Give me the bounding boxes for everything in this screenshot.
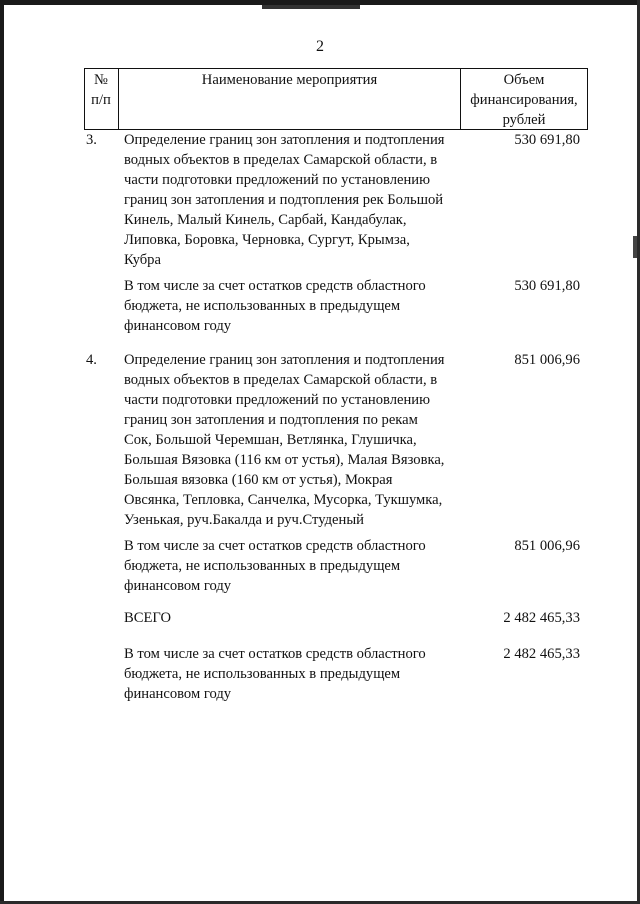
- header-name: Наименование мероприятия: [201, 72, 378, 88]
- scan-border-left: [0, 0, 4, 904]
- row-description: Определение границ зон затопления и подтопления водных объектов в пределах Самарской области, в части подготовки предложений по установлению границ зон затопления и подтопления рек Большой Кинель, Малый Кинель, Сарбай, Кандабулак, Липовка, Боровка, Черновка, Сургут, Крымза, Кубра: [124, 132, 445, 268]
- header-right-border: [587, 68, 588, 130]
- row-amount: 530 691,80: [514, 278, 580, 294]
- row-description: В том числе за счет остатков средств областного бюджета, не использованных в предыдущем финансовом году: [124, 646, 426, 702]
- header-top-border: [84, 68, 588, 69]
- scan-mark-right: [633, 236, 637, 258]
- total-label: ВСЕГО: [124, 610, 171, 626]
- row-number: 4.: [86, 352, 97, 368]
- row-number: 3.: [86, 132, 97, 148]
- scan-mark-top: [262, 5, 360, 9]
- row-description: В том числе за счет остатков средств областного бюджета, не использованных в предыдущем финансовом году: [124, 278, 426, 334]
- header-number: № п/п: [91, 72, 111, 108]
- row-amount: 851 006,96: [514, 352, 580, 368]
- row-amount: 851 006,96: [514, 538, 580, 554]
- page-number: 2: [316, 38, 324, 55]
- total-amount: 2 482 465,33: [503, 610, 580, 626]
- row-description: В том числе за счет остатков средств областного бюджета, не использованных в предыдущем финансовом году: [124, 538, 426, 594]
- row-description: Определение границ зон затопления и подтопления водных объектов в пределах Самарской области, в части подготовки предложений по установлению границ зон затопления и подтопления по рекам Сок, Большой Черемшан, Ветлянка, Глушичка, Большая Вязовка (116 км от устья), Малая Вязовка, Большая вязовка (160 км от устья), Мокрая Овсянка, Тепловка, Санчелка, Мусорка, Тукшумка, Узенькая, руч.Бакалда и руч.Студеный: [124, 352, 445, 528]
- header-amount: Объем финансирования, рублей: [470, 72, 578, 128]
- row-amount: 2 482 465,33: [503, 646, 580, 662]
- row-amount: 530 691,80: [514, 132, 580, 148]
